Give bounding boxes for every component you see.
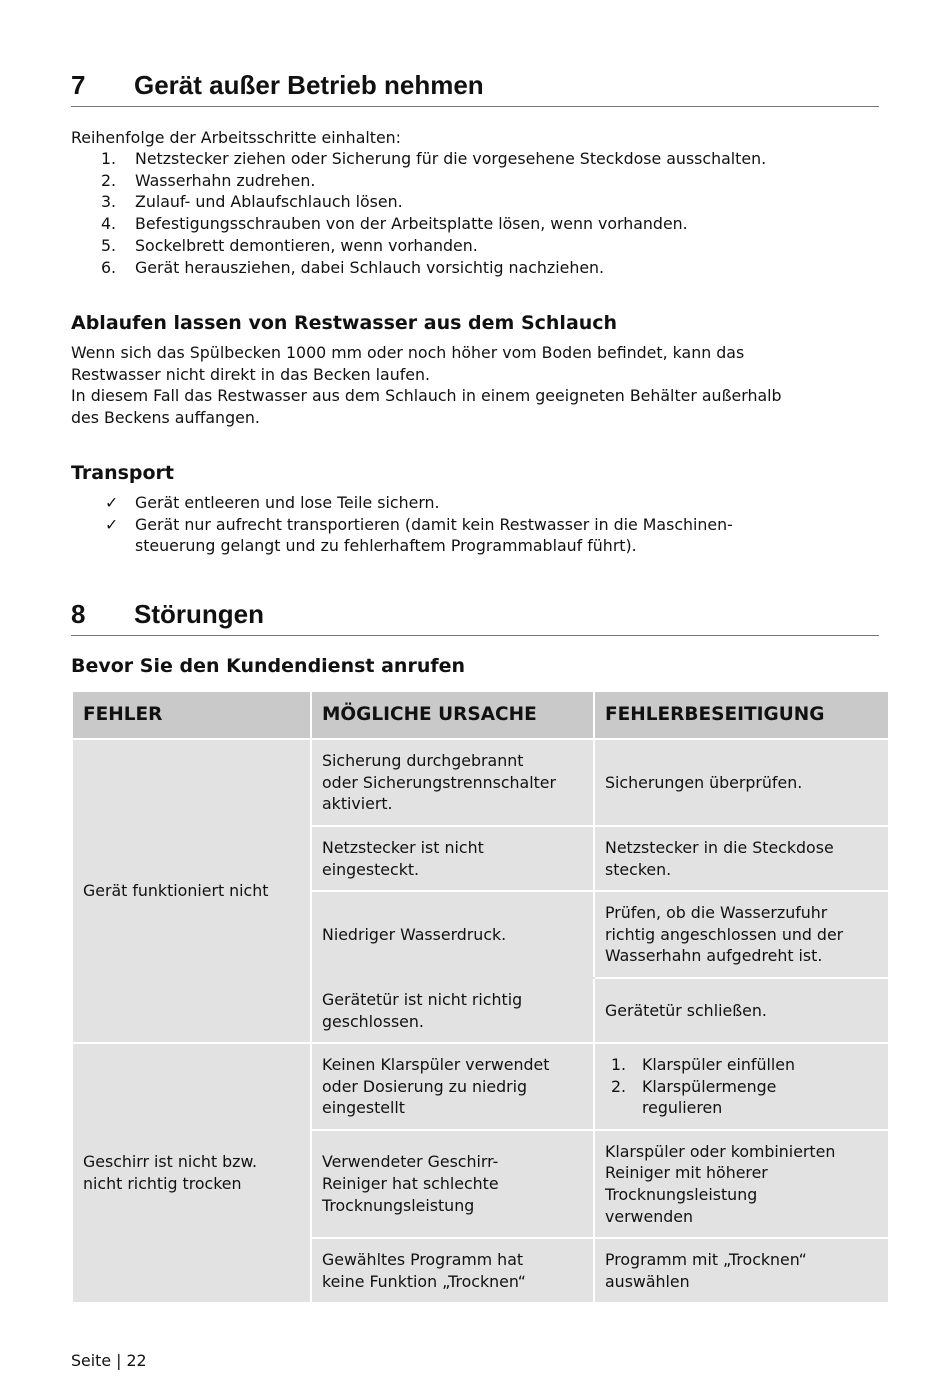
- steps-intro: Reihenfolge der Arbeitsschritte einhalten:: [71, 128, 402, 147]
- drain-heading: Ablaufen lassen von Restwasser aus dem Schlauch: [71, 312, 618, 334]
- footer-separator: |: [116, 1351, 122, 1370]
- cause-cell: Verwendeter Geschirr- Reiniger hat schlechte Trocknungsleistung: [311, 1130, 594, 1238]
- cause-cell: Sicherung durchgebrannt oder Sicherungstrennschalter aktiviert.: [311, 739, 594, 826]
- list-item: 6. Gerät herausziehen, dabei Schlauch vorsichtig nachziehen.: [101, 257, 605, 277]
- list-item: 2. Wasserhahn zudrehen.: [101, 170, 316, 190]
- section-number: 8: [71, 599, 86, 629]
- footer-label: Seite: [71, 1351, 112, 1370]
- cause-cell: Gerätetür ist nicht richtig geschlossen.: [311, 978, 594, 1043]
- fix-cell: Gerätetür schließen.: [594, 978, 889, 1043]
- column-header-fix: FEHLERBESEITIGUNG: [594, 691, 889, 739]
- fix-cell: Programm mit „Trocknen“ auswählen: [594, 1238, 889, 1303]
- transport-list: [71, 492, 733, 557]
- cause-cell: Keinen Klarspüler verwendet oder Dosierung zu niedrig eingestellt: [311, 1043, 594, 1130]
- fault-cell: Gerät funktioniert nicht: [72, 739, 311, 1043]
- list-item: 4. Befestigungsschrauben von der Arbeitsplatte lösen, wenn vorhanden.: [101, 214, 688, 234]
- table-row: [72, 1043, 889, 1130]
- fix-cell: Klarspüler oder kombinierten Reiniger mit höherer Trocknungsleistung verwenden: [594, 1130, 889, 1238]
- column-header-cause: MÖGLICHE URSACHE: [311, 691, 594, 739]
- section-7-heading: [71, 70, 879, 107]
- checkmark-icon: ✓: [105, 493, 119, 512]
- list-item: 1. Klarspüler einfüllen: [611, 1054, 796, 1074]
- section-title: Gerät außer Betrieb nehmen: [134, 70, 484, 100]
- list-item: ✓ Gerät nur aufrecht transportieren (damit kein Restwasser in die Maschinen- steuerung gelangt und zu fehlerhaftem Programmablauf führt).: [105, 514, 733, 556]
- section-title: Störungen: [134, 599, 264, 629]
- column-header-fault: FEHLER: [72, 691, 311, 739]
- checkmark-icon: ✓: [105, 514, 119, 534]
- table-row: [72, 739, 889, 826]
- cause-cell: Netzstecker ist nicht eingesteckt.: [311, 826, 594, 891]
- list-item: 1. Netzstecker ziehen oder Sicherung für die vorgesehene Steckdose ausschalten.: [101, 149, 767, 168]
- list-item: 5. Sockelbrett demontieren, wenn vorhanden.: [101, 235, 478, 255]
- transport-heading: Transport: [71, 462, 175, 484]
- fix-cell: Sicherungen überprüfen.: [594, 739, 889, 826]
- page-footer: [71, 1351, 147, 1370]
- fix-cell: Prüfen, ob die Wasserzufuhr richtig angeschlossen und der Wasserhahn aufgedreht ist.: [594, 891, 889, 978]
- table-header-row: [72, 691, 889, 739]
- fault-cell: Geschirr ist nicht bzw. nicht richtig trocken: [72, 1043, 311, 1303]
- section-8-heading: [71, 599, 879, 636]
- list-item: 2. Klarspülermenge regulieren: [611, 1076, 777, 1118]
- cause-cell: Gewähltes Programm hat keine Funktion „Trocknen“: [311, 1238, 594, 1303]
- cause-cell: Niedriger Wasserdruck.: [311, 891, 594, 978]
- fix-cell: [594, 1043, 889, 1130]
- fix-cell: Netzstecker in die Steckdose stecken.: [594, 826, 889, 891]
- section-number: 7: [71, 70, 86, 100]
- troubleshooting-table: [71, 690, 890, 1304]
- page-number: 22: [126, 1351, 147, 1370]
- list-item: 3. Zulauf- und Ablaufschlauch lösen.: [101, 192, 403, 212]
- fix-steps-list: [605, 1054, 878, 1119]
- steps-list: [71, 148, 766, 278]
- drain-paragraph: Wenn sich das Spülbecken 1000 mm oder noch höher vom Boden befindet, kann das Restwasser nicht direkt in das Becken laufen. In diesem Fall das Restwasser aus dem Schlauch in einem geeigneten Behälter außerhalb des Beckens auffangen.: [71, 343, 782, 428]
- list-item: ✓ Gerät entleeren und lose Teile sichern.: [105, 493, 440, 512]
- troubleshoot-subheading: Bevor Sie den Kundendienst anrufen: [71, 655, 466, 677]
